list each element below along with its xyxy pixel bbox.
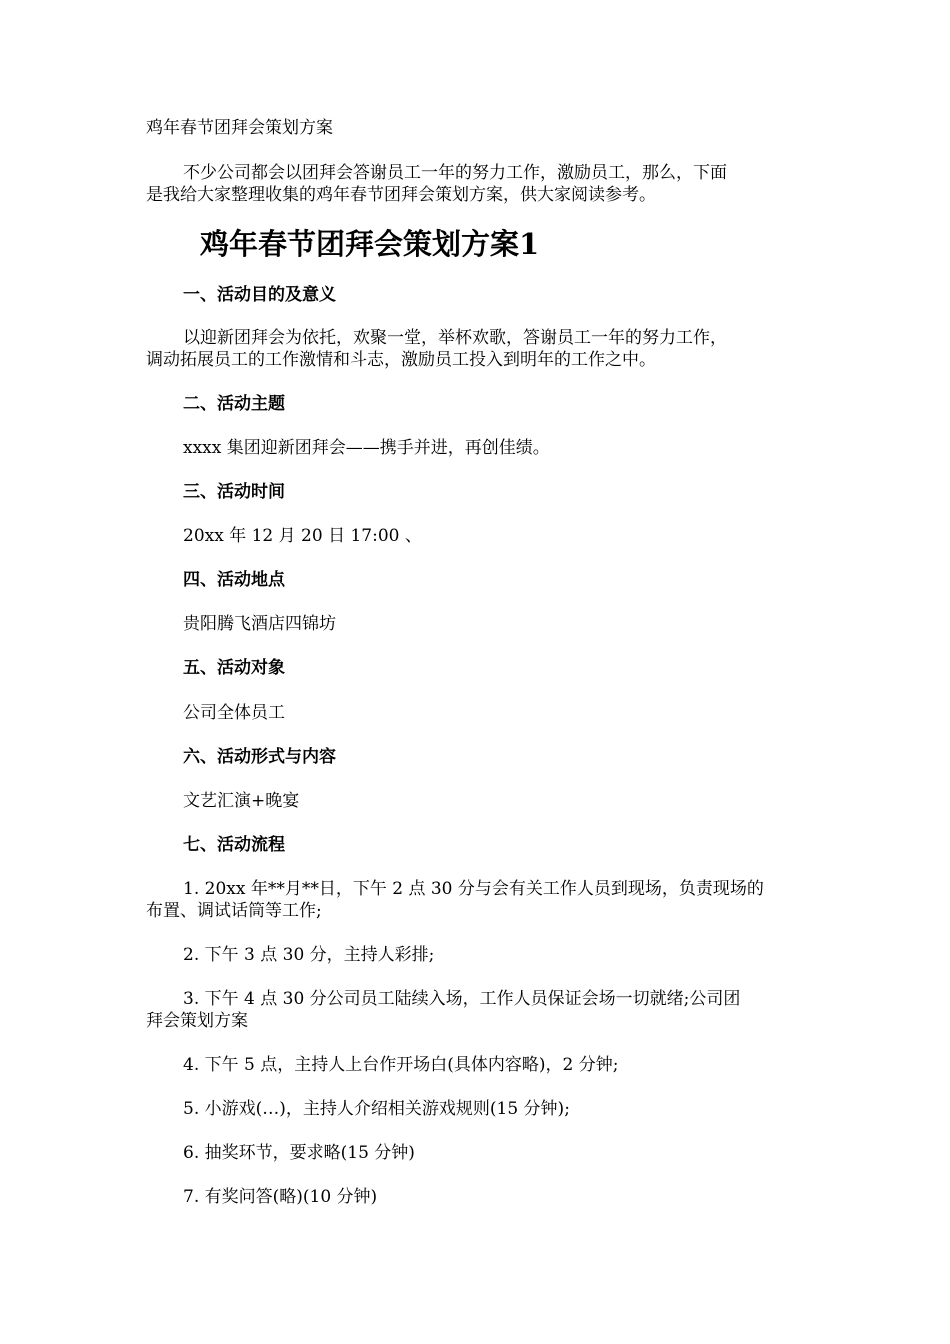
purpose-line-1: 以迎新团拜会为依托，欢聚一堂，举杯欢歌，答谢员工一年的努力工作， — [183, 328, 727, 348]
flow-item-3-line-2: 拜会策划方案 — [146, 1011, 248, 1031]
section-title-location: 四、活动地点 — [183, 570, 285, 590]
section-title-time: 三、活动时间 — [183, 482, 285, 502]
section-title-flow: 七、活动流程 — [183, 835, 285, 855]
time-text: 20xx 年 12 月 20 日 17:00 、 — [183, 526, 422, 546]
section-title-purpose: 一、活动目的及意义 — [183, 285, 336, 305]
theme-text: xxxx 集团迎新团拜会——携手并进，再创佳绩。 — [183, 438, 550, 458]
purpose-line-2: 调动拓展员工的工作激情和斗志，激励员工投入到明年的工作之中。 — [146, 350, 656, 370]
flow-item-6: 6. 抽奖环节，要求略(15 分钟) — [183, 1143, 415, 1163]
location-text: 贵阳腾飞酒店四锦坊 — [183, 614, 336, 634]
intro-line-2: 是我给大家整理收集的鸡年春节团拜会策划方案，供大家阅读参考。 — [146, 185, 656, 205]
flow-item-1-line-1: 1. 20xx 年**月**日，下午 2 点 30 分与会有关工作人员到现场，负责现场的 — [183, 879, 764, 899]
format-text: 文艺汇演+晚宴 — [183, 791, 300, 811]
section-title-format: 六、活动形式与内容 — [183, 747, 336, 767]
section-heading: 鸡年春节团拜会策划方案1 — [200, 227, 540, 261]
intro-line-1: 不少公司都会以团拜会答谢员工一年的努力工作，激励员工，那么，下面 — [183, 163, 727, 183]
flow-item-1-line-2: 布置、调试话筒等工作; — [146, 901, 322, 921]
flow-item-4: 4. 下午 5 点，主持人上台作开场白(具体内容略)，2 分钟; — [183, 1055, 619, 1075]
document-title: 鸡年春节团拜会策划方案 — [146, 118, 333, 138]
audience-text: 公司全体员工 — [183, 703, 285, 723]
flow-item-7: 7. 有奖问答(略)(10 分钟) — [183, 1187, 378, 1207]
flow-item-3-line-1: 3. 下午 4 点 30 分公司员工陆续入场，工作人员保证会场一切就绪;公司团 — [183, 989, 741, 1009]
flow-item-2: 2. 下午 3 点 30 分，主持人彩排; — [183, 945, 435, 965]
flow-item-5: 5. 小游戏(…)，主持人介绍相关游戏规则(15 分钟); — [183, 1099, 570, 1119]
section-title-theme: 二、活动主题 — [183, 394, 285, 414]
section-title-audience: 五、活动对象 — [183, 658, 285, 678]
